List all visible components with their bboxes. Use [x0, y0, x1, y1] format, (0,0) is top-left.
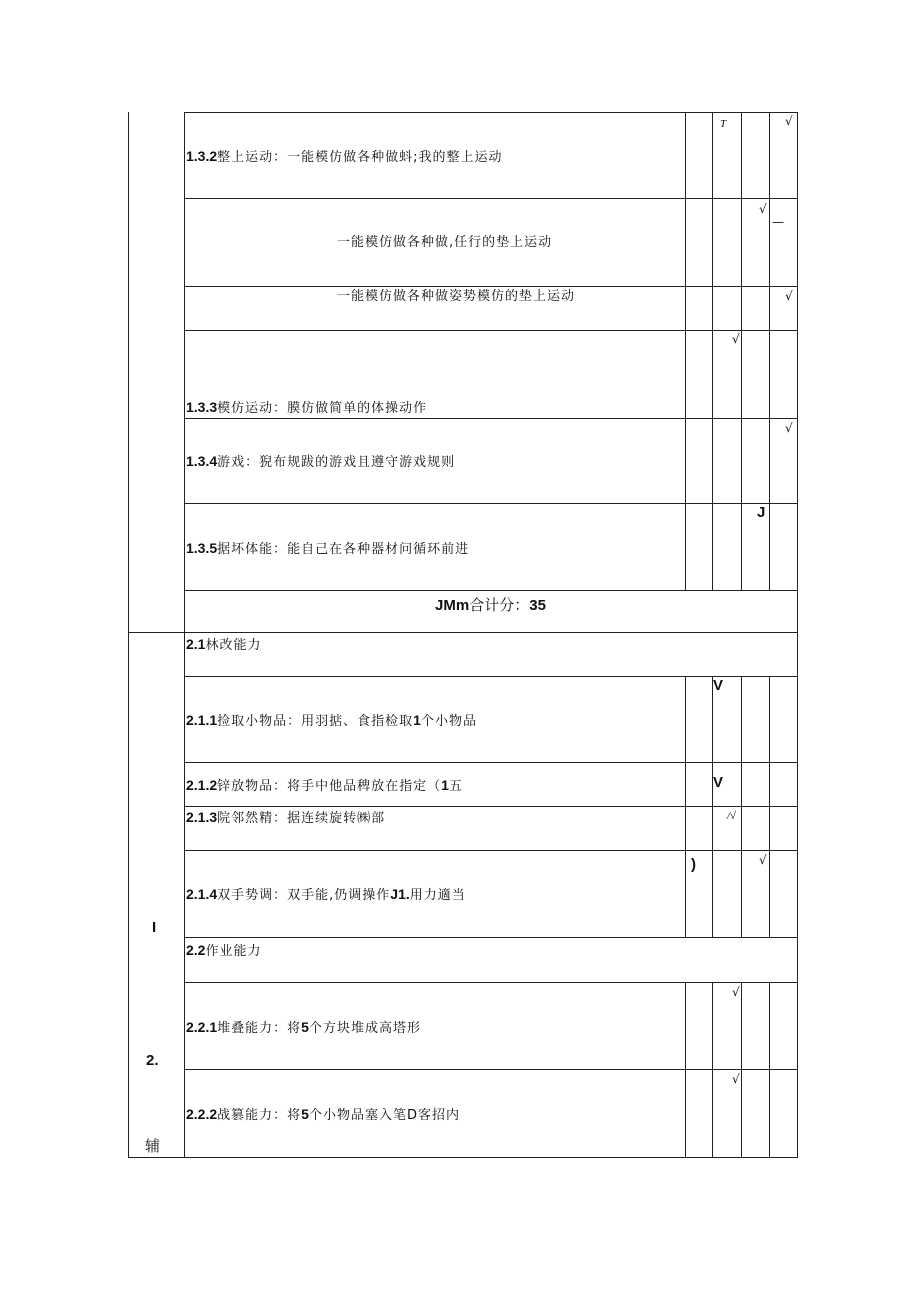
- item-text: 游戏：猊布规跋的游戏且遵守游戏规则: [217, 455, 456, 470]
- row-divider: [184, 198, 798, 199]
- score-column-divider: [685, 112, 686, 590]
- score-column-divider: [712, 112, 713, 590]
- section-2-2-header: [186, 942, 261, 960]
- row-divider: [184, 806, 798, 807]
- item-number: 2.1.4: [186, 886, 218, 902]
- check-mark: √: [759, 853, 767, 867]
- item-number: 1.3.2: [186, 148, 218, 164]
- item-2-1-3: [186, 809, 385, 827]
- check-mark: √: [732, 332, 740, 346]
- item-number: 2.2: [186, 942, 206, 958]
- item-number: 1.3.5: [186, 540, 218, 556]
- check-mark: √: [785, 289, 793, 303]
- row-divider: [184, 1069, 798, 1070]
- row-divider: [184, 330, 798, 331]
- row-divider: [184, 676, 798, 677]
- item-1-3-2-sub-b: [337, 289, 575, 305]
- check-mark: √: [785, 421, 793, 435]
- item-text-tail: 个小物品: [420, 714, 477, 729]
- section-2-1-header: [186, 636, 261, 654]
- item-1-3-5: [186, 540, 469, 558]
- item-1-3-4: [186, 453, 455, 471]
- check-mark: √: [759, 202, 767, 216]
- row-divider: [184, 982, 798, 983]
- row-divider: [184, 850, 798, 851]
- subtotal: [184, 594, 797, 615]
- item-text: 林改能力: [205, 638, 262, 653]
- item-text-tail: 用力適当: [409, 888, 466, 903]
- item-number-inline: 5: [301, 1019, 309, 1035]
- item-number-inline: 1: [413, 712, 421, 728]
- item-number: 2.1.3: [186, 809, 218, 825]
- item-2-1-4: [186, 886, 466, 904]
- check-mark: √: [785, 114, 793, 128]
- subtotal-label: 合计分：: [469, 596, 530, 614]
- score-mark: V: [713, 677, 724, 694]
- item-text: 模仿运动：膜仿做简单的体操动作: [217, 401, 428, 416]
- dash-mark: —: [772, 215, 784, 229]
- item-text: 一能模仿做各种做,任行的垫上运动: [337, 235, 553, 250]
- item-text: 双手势调：双手能,仍调操作: [217, 888, 391, 903]
- item-text: 堆叠能力：将: [217, 1021, 302, 1036]
- score-mark: V: [713, 774, 724, 791]
- score-column-divider: [712, 982, 713, 1158]
- item-2-1-1: [186, 712, 477, 730]
- item-number-inline: 5: [301, 1106, 309, 1122]
- item-text: 院邻然精：据连续旋转㈱部: [217, 811, 386, 826]
- table-right-border: [797, 112, 798, 1158]
- item-2-2-2: [186, 1106, 460, 1124]
- side-label-2: 2.: [146, 1052, 159, 1069]
- item-number-inline: J1.: [390, 886, 410, 902]
- item-2-2-1: [186, 1019, 421, 1037]
- item-text: 一能模仿做各种做姿势模仿的垫上运动: [337, 289, 576, 304]
- score-column-divider: [741, 112, 742, 590]
- row-divider: [184, 418, 798, 419]
- item-text-tail: 个小物品塞入笔D客招内: [308, 1108, 460, 1123]
- item-1-3-3: [186, 399, 427, 417]
- item-2-1-2: [186, 777, 463, 795]
- check-mark: √: [732, 985, 740, 999]
- item-1-3-2: [186, 148, 503, 166]
- item-text: 锌放物品：将手中他品稗放在指定（: [217, 779, 442, 794]
- check-mark: /√: [727, 810, 737, 822]
- score-column-divider: [769, 982, 770, 1158]
- item-text: 捡取小物品：用羽掂、食指检取: [217, 714, 414, 729]
- item-text: 整上运动：一能模仿做各种做蚪;我的整上运动: [217, 150, 503, 165]
- item-number: 2.2.1: [186, 1019, 218, 1035]
- subtotal-value: 35: [529, 597, 546, 614]
- table-bottom-border: [128, 1157, 798, 1158]
- row-divider: [184, 937, 798, 938]
- item-number: 1.3.4: [186, 453, 218, 469]
- row-divider: [184, 286, 798, 287]
- item-text-tail: 五: [448, 779, 463, 794]
- score-column-divider: [685, 982, 686, 1158]
- row-divider: [184, 112, 798, 113]
- item-number: 2.1.2: [186, 777, 218, 793]
- score-mark: T: [720, 118, 727, 130]
- item-text: 战篡能力：将: [217, 1108, 302, 1123]
- side-label-fu: 辅: [145, 1137, 161, 1155]
- section-divider: [128, 632, 798, 633]
- row-divider: [184, 762, 798, 763]
- row-divider: [184, 590, 798, 591]
- side-label-i: I: [152, 919, 157, 936]
- score-column-divider: [769, 112, 770, 590]
- item-number-inline: 1: [441, 777, 449, 793]
- score-mark: J: [757, 504, 766, 521]
- item-text-tail: 个方块堆成高塔形: [308, 1021, 421, 1036]
- item-text: 作业能力: [205, 944, 262, 959]
- item-number: 1.3.3: [186, 399, 218, 415]
- score-column-divider: [741, 982, 742, 1158]
- item-text: 据坏体能：能自己在各种器材问循环前进: [217, 542, 470, 557]
- subtotal-prefix: JMm: [435, 597, 470, 614]
- row-divider: [184, 503, 798, 504]
- item-number: 2.2.2: [186, 1106, 218, 1122]
- check-mark: √: [732, 1072, 740, 1086]
- table-left-border: [128, 112, 129, 1158]
- category-column-divider: [184, 112, 185, 1158]
- item-number: 2.1.1: [186, 712, 218, 728]
- item-number: 2.1: [186, 636, 206, 652]
- score-mark: ): [691, 856, 696, 873]
- item-1-3-2-sub-a: [337, 235, 552, 251]
